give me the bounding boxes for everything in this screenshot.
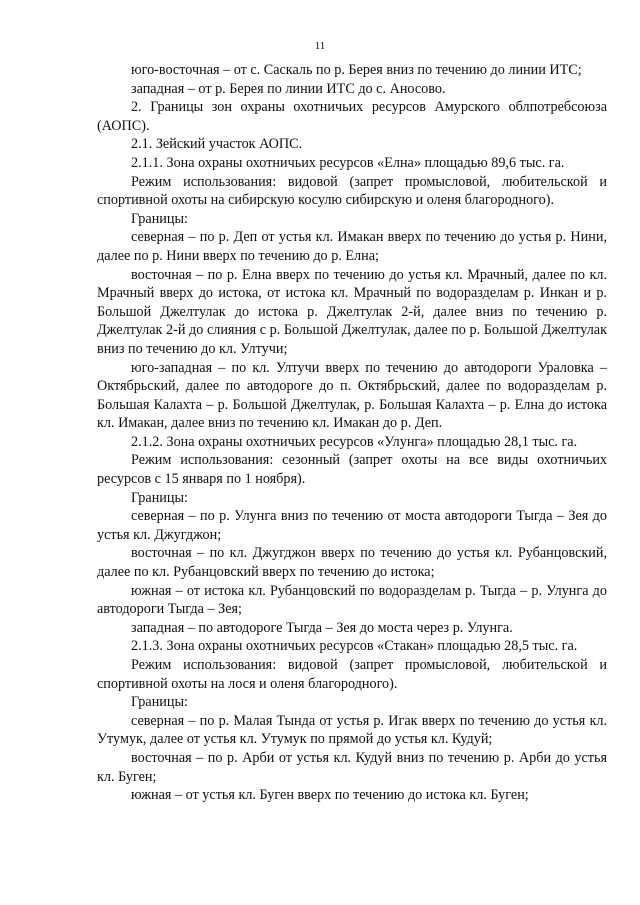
paragraph: 2.1. Зейский участок АОПС. [131, 136, 303, 153]
page-number: 11 [314, 40, 326, 52]
paragraph: Границы: [131, 210, 188, 227]
paragraph: северная – по р. Деп от устья кл. Имакан вверх по течению до устья р. Нини, далее по р. Нини вверх по течению до р. Елна; [97, 229, 607, 264]
paragraph: северная – по р. Малая Тында от устья р. Игак вверх по течению до устья кл. Утумук, далее от устья кл. Утумук по прямой до устья кл. Кудуй; [97, 712, 607, 748]
paragraph: юго-восточная – от с. Саскаль по р. Берея вниз по течению до линии ИТС; [131, 62, 582, 78]
paragraph: Границы: [131, 694, 188, 711]
paragraph: Режим использования: сезонный (запрет охоты на все виды охотничьих ресурсов с 15 января по 1 ноября). [97, 452, 607, 488]
paragraph: Режим использования: видовой (запрет промысловой, любительской и спортивной охоты на сибирскую косулю сибирскую и оленя благородного). [97, 173, 607, 209]
paragraph: южная – от устья кл. Буген вверх по течению до истока кл. Буген; [131, 787, 529, 804]
paragraph: южная – от истока кл. Рубанцовский по водоразделам р. Тыгда – р. Улунга до автодороги Тыгда – Зея; [97, 582, 607, 618]
paragraph: 2. Границы зон охраны охотничьих ресурсов Амурского облпотребсоюза (АОПС). [97, 99, 607, 134]
paragraph: восточная – по р. Елна вверх по течению до устья кл. Мрачный, далее по кл. Мрачный вверх до истока, от истока кл. Мрачный по водоразделам р. Инкан и р. Большой Джелтулак до истока р. Джелтулак 2-й, далее вниз по течению р. Джелтулак 2-й до слияния с р. Большой Джелтулак, далее по р. Большой Джелтулак вниз по течению до кл. Ултучи; [97, 266, 607, 357]
paragraph: восточная – по р. Арби от устья кл. Кудуй вниз по течению р. Арби до устья кл. Буген; [97, 749, 607, 785]
paragraph: северная – по р. Улунга вниз по течению от моста автодороги Тыгда – Зея до устья кл. Джугджон; [97, 508, 607, 543]
paragraph: юго-западная – по кл. Ултучи вверх по течению до автодороги Ураловка – Октябрьский, далее по автодороге до п. Октябрьский, далее по водоразделам р. Большая Калахта – р. Большой Джелтулак, р. Большая Калахта – р. Елна до истока кл. Имакан, далее вниз по течению кл. Имакан до р. Деп. [97, 359, 607, 432]
paragraph: Границы: [131, 489, 188, 506]
paragraph: западная – от р. Берея по линии ИТС до с. Аносово. [131, 80, 446, 97]
paragraph: 2.1.1. Зона охраны охотничьих ресурсов «Елна» площадью 89,6 тыс. га. [131, 154, 565, 171]
paragraph: Режим использования: видовой (запрет промысловой, любительской и спортивной охоты на лося и оленя благородного). [97, 657, 607, 692]
document-body [97, 61, 607, 805]
paragraph: 2.1.2. Зона охраны охотничьих ресурсов «Улунга» площадью 28,1 тыс. га. [131, 433, 578, 450]
paragraph: западная – по автодороге Тыгда – Зея до моста через р. Улунга. [131, 619, 513, 636]
paragraph: восточная – по кл. Джугджон вверх по течению до устья кл. Рубанцовский, далее по кл. Рубанцовский вверх по течению до истока; [97, 545, 607, 581]
paragraph: 2.1.3. Зона охраны охотничьих ресурсов «Стакан» площадью 28,5 тыс. га. [131, 638, 578, 655]
